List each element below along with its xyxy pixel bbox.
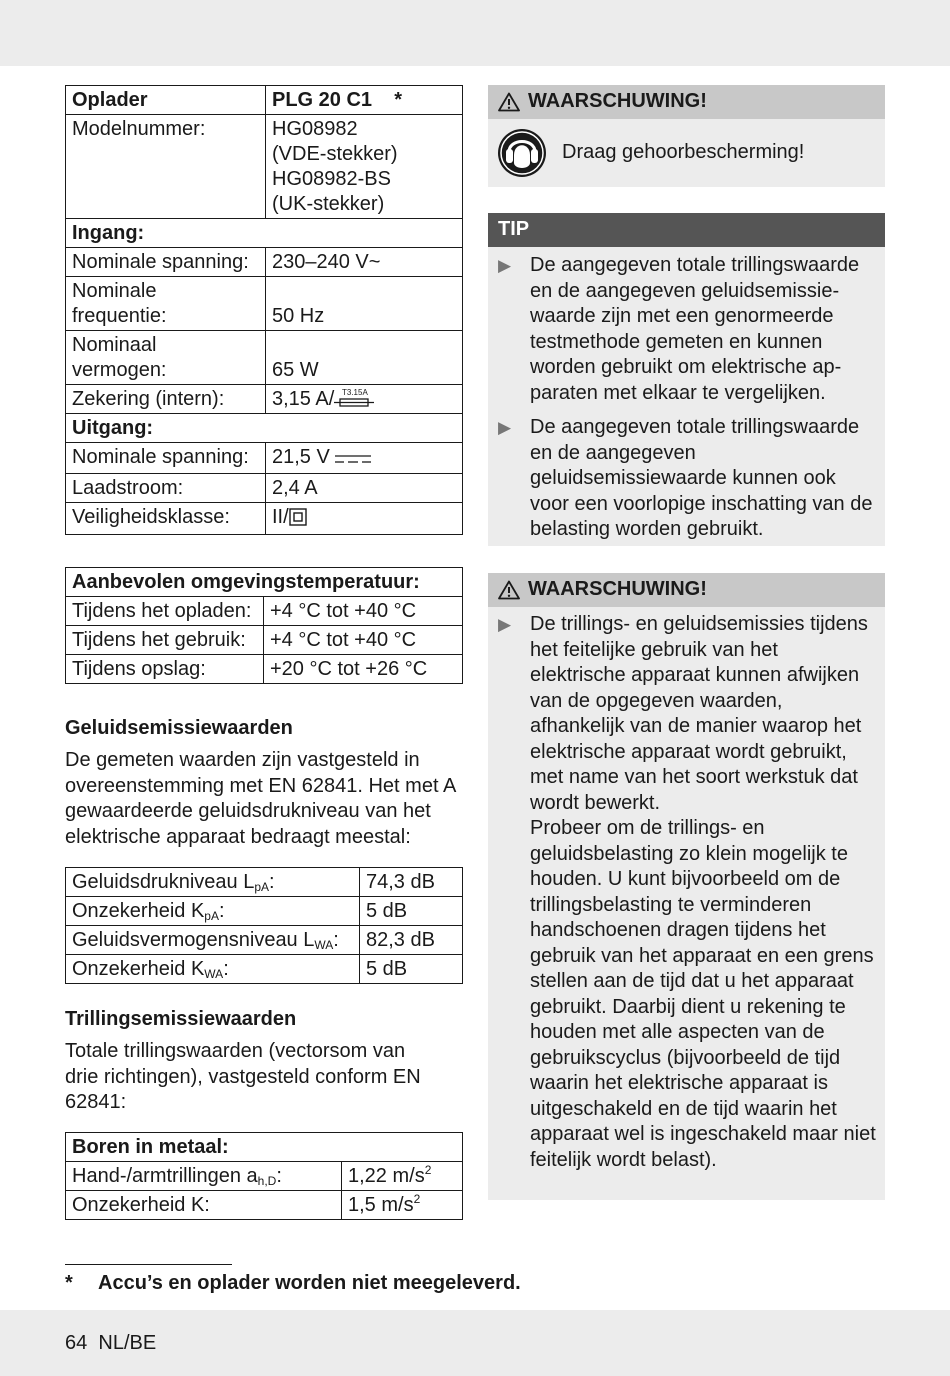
- temp-value: +20 °C tot +26 °C: [264, 655, 463, 684]
- model-number-value: HG08982 (VDE-stekker) HG08982-BS (UK-stekker): [266, 115, 463, 219]
- charger-label: Oplader: [66, 86, 266, 115]
- vibration-label: Hand-/armtrillingen $a_{h,D}$:: [66, 1162, 342, 1191]
- warning-text: Draag gehoorbescherming!: [562, 141, 805, 164]
- footnote-rule: [65, 1264, 232, 1265]
- vibration-table: [65, 1132, 463, 1220]
- warning-title: WAARSCHUWING!: [528, 90, 707, 113]
- fuse-label: Zekering (intern):: [66, 385, 266, 414]
- page-number: 64 NL/BE: [65, 1332, 157, 1354]
- vibration-paragraph: Totale trillingswaarden (vectorsom van drie richtingen), vastgesteld conform EN 62841:: [65, 1040, 421, 1113]
- vibration-section: [65, 1007, 462, 1116]
- table-row: [66, 1191, 463, 1220]
- warning-header: [488, 85, 885, 119]
- tip-box: [488, 213, 885, 546]
- table-row: [66, 568, 463, 597]
- temp-label: Tijdens het opladen:: [66, 597, 264, 626]
- safety-class-value: II/: [266, 503, 463, 535]
- warning-triangle-icon: [498, 92, 520, 112]
- noise-table-wrap: [65, 867, 462, 984]
- noise-label: Geluidsdrukniveau $L_{pA}$:: [66, 868, 360, 897]
- warning-triangle-icon: [498, 580, 520, 600]
- table-row: [66, 248, 463, 277]
- table-row: [66, 443, 463, 474]
- bullet-arrow-icon: ▶: [498, 615, 512, 634]
- noise-label: Geluidsvermogensniveau $L_{WA}$:: [66, 926, 360, 955]
- table-row: [66, 86, 463, 115]
- vibration-value: 1,5 $m/s^2$: [342, 1191, 463, 1220]
- table-row: [66, 474, 463, 503]
- table-row: [66, 655, 463, 684]
- table-row: [66, 868, 463, 897]
- input-heading: Ingang:: [66, 219, 463, 248]
- output-heading: Uitgang:: [66, 414, 463, 443]
- top-band: [0, 0, 950, 66]
- charger-spec-table: [65, 85, 463, 535]
- noise-label: Onzekerheid $K_{WA}$:: [66, 955, 360, 984]
- footnote: * Accu’s en oplader worden niet meegeleverd.: [65, 1272, 521, 1294]
- rated-voltage-in-label: Nominale spanning:: [66, 248, 266, 277]
- temp-label: Tijdens het gebruik:: [66, 626, 264, 655]
- temp-value: +4 °C tot +40 °C: [264, 597, 463, 626]
- fuse-value: 3,15 A/ T3.15A: [266, 385, 463, 414]
- table-row: [66, 1133, 463, 1162]
- noise-value: 82,3 dB: [360, 926, 463, 955]
- rated-power-value: 65 W: [266, 331, 463, 385]
- tip-text: De aangegeven totale trillingswaarde en de aangegeven geluidsemissiewaarde kunnen ook voor een voorlopige inschatting van de belasting worden gebruikt.: [530, 416, 873, 540]
- vibration-label: Onzekerheid K:: [66, 1191, 342, 1220]
- table-row: [66, 503, 463, 535]
- noise-section: [65, 716, 462, 850]
- table-row: [66, 331, 463, 385]
- charge-current-value: 2,4 A: [266, 474, 463, 503]
- rated-voltage-out-value: 21,5 V: [266, 443, 463, 474]
- table-row: [66, 626, 463, 655]
- vibration-table-heading: Boren in metaal:: [66, 1133, 463, 1162]
- noise-value: 74,3 dB: [360, 868, 463, 897]
- svg-text:T3.15A: T3.15A: [342, 388, 369, 397]
- noise-value: 5 dB: [360, 897, 463, 926]
- rated-frequency-value: 50 Hz: [266, 277, 463, 331]
- temperature-table-wrap: [65, 567, 462, 684]
- noise-table: [65, 867, 463, 984]
- table-row: [66, 955, 463, 984]
- noise-label: Onzekerheid $K_{pA}$:: [66, 897, 360, 926]
- tip-header: TIP: [488, 213, 885, 247]
- fuse-symbol-icon: [334, 387, 376, 409]
- safety-class-label: Veiligheidsklasse:: [66, 503, 266, 535]
- rated-power-label: Nominaal vermogen:: [66, 331, 266, 385]
- table-row: [66, 926, 463, 955]
- table-row: [66, 219, 463, 248]
- list-item: [488, 415, 885, 543]
- rated-voltage-out-label: Nominale spanning:: [66, 443, 266, 474]
- table-row: [66, 385, 463, 414]
- warning-box-hearing: [488, 85, 885, 187]
- rated-frequency-label: Nominale frequentie:: [66, 277, 266, 331]
- dc-symbol-icon: [335, 447, 371, 472]
- ear-protection-icon: [497, 128, 547, 178]
- double-insulation-icon: [289, 508, 307, 533]
- table-row: [66, 115, 463, 219]
- table-row: [66, 897, 463, 926]
- noise-paragraph: De gemeten waarden zijn vastgesteld in overeenstemming met EN 62841. Het met A gewaardeerde geluidsdrukniveau van het elektrische apparaat bedraagt meestal:: [65, 749, 456, 848]
- bullet-arrow-icon: ▶: [498, 418, 512, 437]
- warning-title: WAARSCHUWING!: [528, 578, 707, 601]
- charger-spec-table-wrap: [65, 85, 462, 535]
- rated-voltage-in-value: 230–240 V~: [266, 248, 463, 277]
- noise-heading: Geluidsemissiewaarden: [65, 717, 293, 739]
- table-row: [66, 1162, 463, 1191]
- temperature-table: [65, 567, 463, 684]
- warning-header: [488, 573, 885, 607]
- list-item: [488, 253, 885, 406]
- temperature-heading: Aanbevolen omgevingstemperatuur:: [66, 568, 463, 597]
- vibration-value: 1,22 $m/s^2$: [342, 1162, 463, 1191]
- table-row: [66, 414, 463, 443]
- temp-label: Tijdens opslag:: [66, 655, 264, 684]
- charge-current-label: Laadstroom:: [66, 474, 266, 503]
- table-row: [66, 277, 463, 331]
- tip-text: De aangegeven totale trillingswaarde en de aangegeven geluidsemissie-waarde zijn met een genormeerde testmethode gemeten en kunnen worden gebruikt om elektrische ap-paraten met elkaar te vergelijken.: [530, 254, 860, 404]
- list-item: [488, 612, 885, 1173]
- bullet-arrow-icon: ▶: [498, 256, 512, 275]
- charger-model: PLG 20 C1 *: [266, 86, 463, 115]
- warning-box-vibration: [488, 573, 885, 1200]
- noise-value: 5 dB: [360, 955, 463, 984]
- table-row: [66, 597, 463, 626]
- temp-value: +4 °C tot +40 °C: [264, 626, 463, 655]
- warning-text: De trillings- en geluidsemissies tijdens het feitelijke gebruik van het elektrische apparaat kunnen afwijken van de opgegeven waarden, afhankelijk van de manier waarop het elektrische apparaat wordt gebruikt, met name van het soort werkstuk dat wordt bewerkt. Probeer om de trillings- en geluidsbelasting zo klein mogelijk te houden. U kunt bijvoorbeeld om de trillingsbelasting te verminderen handschoenen dragen tijdens het gebruik van het apparaat en een grens stellen aan de tijd dat u het apparaat gebruikt. Daarbij dient u rekening te houden met alle aspecten van de gebruikscyclus (bijvoorbeeld de tijd waarin het elektrische apparaat is uitgeschakeld en de tijd waarin het apparaat wel is ingeschakeld maar niet feitelijk wordt belast).: [530, 613, 876, 1171]
- vibration-heading: Trillingsemissiewaarden: [65, 1008, 297, 1030]
- model-number-label: Modelnummer:: [66, 115, 266, 219]
- vibration-table-wrap: [65, 1132, 462, 1220]
